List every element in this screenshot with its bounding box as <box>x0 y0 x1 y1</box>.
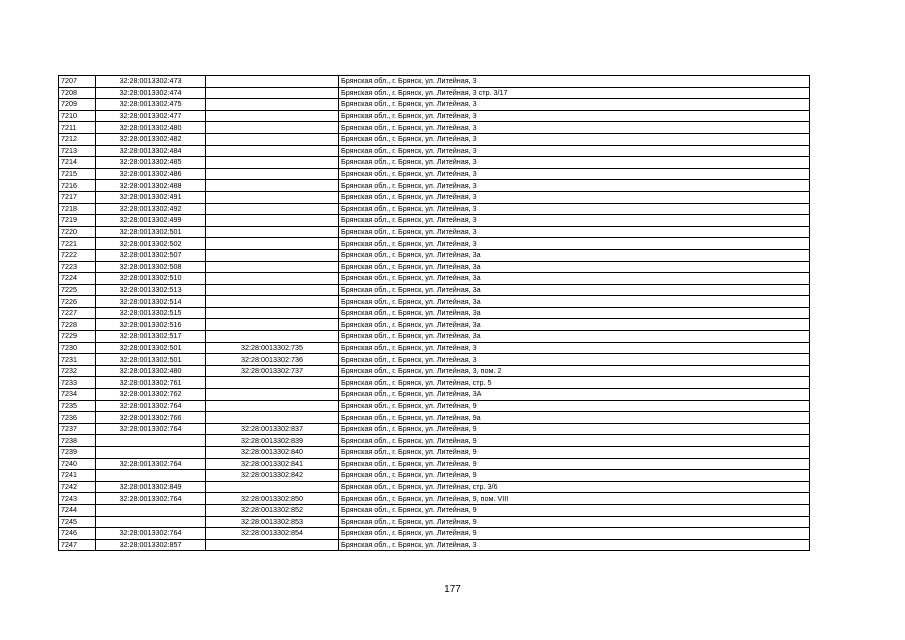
cadastral-number-cell <box>96 435 206 447</box>
address-cell: Брянская обл., г. Брянск, ул. Литейная, стр. 5 <box>339 377 810 389</box>
cadastral-number-cell: 32:28:0013302:484 <box>96 145 206 157</box>
table-row <box>59 481 810 493</box>
row-number-cell: 7243 <box>59 493 96 505</box>
address-cell: Брянская обл., г. Брянск, ул. Литейная, 3 <box>339 354 810 366</box>
row-number-cell: 7230 <box>59 342 96 354</box>
table-row <box>59 296 810 308</box>
row-number-cell: 7241 <box>59 470 96 482</box>
cadastral-number-cell: 32:28:0013302:849 <box>96 481 206 493</box>
address-cell: Брянская обл., г. Брянск, ул. Литейная, 3 <box>339 157 810 169</box>
cadastral-number-cell: 32:28:0013302:482 <box>96 133 206 145</box>
table-row <box>59 319 810 331</box>
sub-cadastral-number-cell <box>206 157 339 169</box>
table-row <box>59 493 810 505</box>
sub-cadastral-number-cell <box>206 400 339 412</box>
address-cell: Брянская обл., г. Брянск, ул. Литейная, 3а <box>339 273 810 285</box>
table-row <box>59 342 810 354</box>
row-number-cell: 7223 <box>59 261 96 273</box>
address-cell: Брянская обл., г. Брянск, ул. Литейная, 3а <box>339 331 810 343</box>
row-number-cell: 7216 <box>59 180 96 192</box>
address-cell: Брянская обл., г. Брянск, ул. Литейная, 3 <box>339 122 810 134</box>
sub-cadastral-number-cell <box>206 238 339 250</box>
sub-cadastral-number-cell: 32:28:0013302:853 <box>206 516 339 528</box>
row-number-cell: 7207 <box>59 76 96 88</box>
sub-cadastral-number-cell <box>206 273 339 285</box>
sub-cadastral-number-cell: 32:28:0013302:852 <box>206 504 339 516</box>
row-number-cell: 7231 <box>59 354 96 366</box>
address-cell: Брянская обл., г. Брянск, ул. Литейная, 3 <box>339 226 810 238</box>
cadastral-number-cell: 32:28:0013302:474 <box>96 87 206 99</box>
table-row <box>59 377 810 389</box>
cadastral-number-cell: 32:28:0013302:501 <box>96 226 206 238</box>
table-row <box>59 145 810 157</box>
sub-cadastral-number-cell: 32:28:0013302:736 <box>206 354 339 366</box>
row-number-cell: 7224 <box>59 273 96 285</box>
table-row <box>59 168 810 180</box>
sub-cadastral-number-cell <box>206 133 339 145</box>
cadastral-number-cell <box>96 516 206 528</box>
row-number-cell: 7235 <box>59 400 96 412</box>
row-number-cell: 7244 <box>59 504 96 516</box>
cadastral-number-cell: 32:28:0013302:501 <box>96 342 206 354</box>
address-cell: Брянская обл., г. Брянск, ул. Литейная, 3а <box>339 284 810 296</box>
address-cell: Брянская обл., г. Брянск, ул. Литейная, 3 <box>339 191 810 203</box>
cadastral-number-cell: 32:28:0013302:501 <box>96 354 206 366</box>
sub-cadastral-number-cell <box>206 215 339 227</box>
table-row <box>59 389 810 401</box>
table-row <box>59 539 810 551</box>
row-number-cell: 7221 <box>59 238 96 250</box>
sub-cadastral-number-cell <box>206 412 339 424</box>
address-cell: Брянская обл., г. Брянск, ул. Литейная, 9, пом. VIII <box>339 493 810 505</box>
address-cell: Брянская обл., г. Брянск, ул. Литейная, 9 <box>339 504 810 516</box>
row-number-cell: 7217 <box>59 191 96 203</box>
address-cell: Брянская обл., г. Брянск, ул. Литейная, 3А <box>339 389 810 401</box>
cadastral-number-cell: 32:28:0013302:762 <box>96 389 206 401</box>
table-row <box>59 516 810 528</box>
table-body <box>59 76 810 551</box>
row-number-cell: 7234 <box>59 389 96 401</box>
row-number-cell: 7209 <box>59 99 96 111</box>
sub-cadastral-number-cell <box>206 377 339 389</box>
table-row <box>59 307 810 319</box>
table-row <box>59 354 810 366</box>
row-number-cell: 7225 <box>59 284 96 296</box>
address-cell: Брянская обл., г. Брянск, ул. Литейная, 3 <box>339 215 810 227</box>
sub-cadastral-number-cell: 32:28:0013302:841 <box>206 458 339 470</box>
table-row <box>59 226 810 238</box>
address-cell: Брянская обл., г. Брянск, ул. Литейная, 3, пом. 2 <box>339 365 810 377</box>
table-row <box>59 191 810 203</box>
sub-cadastral-number-cell <box>206 203 339 215</box>
row-number-cell: 7237 <box>59 423 96 435</box>
table-row <box>59 87 810 99</box>
page-number: 177 <box>444 584 461 595</box>
address-cell: Брянская обл., г. Брянск, ул. Литейная, 3а <box>339 261 810 273</box>
cadastral-number-cell <box>96 504 206 516</box>
table-row <box>59 122 810 134</box>
table-row <box>59 447 810 459</box>
cadastral-number-cell <box>96 447 206 459</box>
row-number-cell: 7219 <box>59 215 96 227</box>
sub-cadastral-number-cell: 32:28:0013302:854 <box>206 528 339 540</box>
table-row <box>59 203 810 215</box>
row-number-cell: 7208 <box>59 87 96 99</box>
address-cell: Брянская обл., г. Брянск, ул. Литейная, 9 <box>339 435 810 447</box>
row-number-cell: 7213 <box>59 145 96 157</box>
row-number-cell: 7229 <box>59 331 96 343</box>
address-cell: Брянская обл., г. Брянск, ул. Литейная, 3 <box>339 99 810 111</box>
table-row <box>59 365 810 377</box>
sub-cadastral-number-cell: 32:28:0013302:839 <box>206 435 339 447</box>
row-number-cell: 7247 <box>59 539 96 551</box>
row-number-cell: 7238 <box>59 435 96 447</box>
cadastral-number-cell <box>96 470 206 482</box>
sub-cadastral-number-cell <box>206 249 339 261</box>
cadastral-number-cell: 32:28:0013302:488 <box>96 180 206 192</box>
address-cell: Брянская обл., г. Брянск, ул. Литейная, 3 <box>339 180 810 192</box>
cadastral-number-cell: 32:28:0013302:514 <box>96 296 206 308</box>
cadastral-number-cell: 32:28:0013302:761 <box>96 377 206 389</box>
sub-cadastral-number-cell <box>206 481 339 493</box>
address-cell: Брянская обл., г. Брянск, ул. Литейная, 9 <box>339 528 810 540</box>
cadastral-number-cell: 32:28:0013302:473 <box>96 76 206 88</box>
sub-cadastral-number-cell: 32:28:0013302:735 <box>206 342 339 354</box>
table-row <box>59 157 810 169</box>
cadastral-number-cell: 32:28:0013302:507 <box>96 249 206 261</box>
row-number-cell: 7222 <box>59 249 96 261</box>
address-cell: Брянская обл., г. Брянск, ул. Литейная, 9а <box>339 412 810 424</box>
table-row <box>59 423 810 435</box>
table-row <box>59 261 810 273</box>
address-cell: Брянская обл., г. Брянск, ул. Литейная, 9 <box>339 423 810 435</box>
row-number-cell: 7215 <box>59 168 96 180</box>
address-cell: Брянская обл., г. Брянск, ул. Литейная, 3 <box>339 110 810 122</box>
cadastral-number-cell: 32:28:0013302:515 <box>96 307 206 319</box>
address-cell: Брянская обл., г. Брянск, ул. Литейная, 3а <box>339 319 810 331</box>
address-cell: Брянская обл., г. Брянск, ул. Литейная, 3 <box>339 133 810 145</box>
address-cell: Брянская обл., г. Брянск, ул. Литейная, 3а <box>339 296 810 308</box>
sub-cadastral-number-cell <box>206 168 339 180</box>
sub-cadastral-number-cell: 32:28:0013302:837 <box>206 423 339 435</box>
cadastral-number-cell: 32:28:0013302:485 <box>96 157 206 169</box>
table-row <box>59 110 810 122</box>
row-number-cell: 7246 <box>59 528 96 540</box>
cadastral-number-cell: 32:28:0013302:764 <box>96 423 206 435</box>
address-cell: Брянская обл., г. Брянск, ул. Литейная, 3 <box>339 145 810 157</box>
row-number-cell: 7245 <box>59 516 96 528</box>
address-cell: Брянская обл., г. Брянск, ул. Литейная, 9 <box>339 470 810 482</box>
cadastral-number-cell: 32:28:0013302:499 <box>96 215 206 227</box>
sub-cadastral-number-cell <box>206 87 339 99</box>
table-row <box>59 133 810 145</box>
address-cell: Брянская обл., г. Брянск, ул. Литейная, 9 <box>339 447 810 459</box>
address-cell: Брянская обл., г. Брянск, ул. Литейная, 3 <box>339 76 810 88</box>
cadastral-number-cell: 32:28:0013302:486 <box>96 168 206 180</box>
sub-cadastral-number-cell: 32:28:0013302:840 <box>206 447 339 459</box>
cadastral-table <box>58 75 810 551</box>
sub-cadastral-number-cell <box>206 331 339 343</box>
sub-cadastral-number-cell <box>206 296 339 308</box>
address-cell: Брянская обл., г. Брянск, ул. Литейная, стр. 3/6 <box>339 481 810 493</box>
row-number-cell: 7210 <box>59 110 96 122</box>
table-row <box>59 412 810 424</box>
sub-cadastral-number-cell <box>206 180 339 192</box>
row-number-cell: 7211 <box>59 122 96 134</box>
table-row <box>59 504 810 516</box>
cadastral-number-cell: 32:28:0013302:764 <box>96 400 206 412</box>
table-row <box>59 273 810 285</box>
row-number-cell: 7232 <box>59 365 96 377</box>
cadastral-number-cell: 32:28:0013302:475 <box>96 99 206 111</box>
sub-cadastral-number-cell <box>206 226 339 238</box>
sub-cadastral-number-cell <box>206 389 339 401</box>
address-cell: Брянская обл., г. Брянск, ул. Литейная, 3 стр. 3/17 <box>339 87 810 99</box>
table-row <box>59 99 810 111</box>
table-row <box>59 284 810 296</box>
cadastral-number-cell: 32:28:0013302:764 <box>96 528 206 540</box>
table-row <box>59 458 810 470</box>
cadastral-number-cell: 32:28:0013302:492 <box>96 203 206 215</box>
cadastral-number-cell: 32:28:0013302:491 <box>96 191 206 203</box>
cadastral-number-cell: 32:28:0013302:764 <box>96 458 206 470</box>
table-row <box>59 238 810 250</box>
address-cell: Брянская обл., г. Брянск, ул. Литейная, 3 <box>339 238 810 250</box>
sub-cadastral-number-cell <box>206 99 339 111</box>
table-row <box>59 180 810 192</box>
cadastral-number-cell: 32:28:0013302:510 <box>96 273 206 285</box>
row-number-cell: 7228 <box>59 319 96 331</box>
row-number-cell: 7239 <box>59 447 96 459</box>
cadastral-number-cell: 32:28:0013302:480 <box>96 365 206 377</box>
sub-cadastral-number-cell <box>206 122 339 134</box>
cadastral-number-cell: 32:28:0013302:480 <box>96 122 206 134</box>
table-row <box>59 528 810 540</box>
table-row <box>59 470 810 482</box>
sub-cadastral-number-cell: 32:28:0013302:850 <box>206 493 339 505</box>
row-number-cell: 7218 <box>59 203 96 215</box>
cadastral-number-cell: 32:28:0013302:516 <box>96 319 206 331</box>
row-number-cell: 7242 <box>59 481 96 493</box>
sub-cadastral-number-cell <box>206 76 339 88</box>
table-row <box>59 400 810 412</box>
sub-cadastral-number-cell <box>206 319 339 331</box>
address-cell: Брянская обл., г. Брянск, ул. Литейная, 3 <box>339 203 810 215</box>
address-cell: Брянская обл., г. Брянск, ул. Литейная, 9 <box>339 516 810 528</box>
cadastral-number-cell: 32:28:0013302:477 <box>96 110 206 122</box>
sub-cadastral-number-cell: 32:28:0013302:737 <box>206 365 339 377</box>
sub-cadastral-number-cell: 32:28:0013302:842 <box>206 470 339 482</box>
sub-cadastral-number-cell <box>206 261 339 273</box>
cadastral-number-cell: 32:28:0013302:508 <box>96 261 206 273</box>
table-row <box>59 435 810 447</box>
sub-cadastral-number-cell <box>206 284 339 296</box>
address-cell: Брянская обл., г. Брянск, ул. Литейная, 3а <box>339 307 810 319</box>
row-number-cell: 7212 <box>59 133 96 145</box>
cadastral-number-cell: 32:28:0013302:764 <box>96 493 206 505</box>
row-number-cell: 7233 <box>59 377 96 389</box>
table-row <box>59 331 810 343</box>
address-cell: Брянская обл., г. Брянск, ул. Литейная, 3 <box>339 168 810 180</box>
cadastral-number-cell: 32:28:0013302:513 <box>96 284 206 296</box>
cadastral-number-cell: 32:28:0013302:502 <box>96 238 206 250</box>
table-row <box>59 249 810 261</box>
cadastral-number-cell: 32:28:0013302:517 <box>96 331 206 343</box>
sub-cadastral-number-cell <box>206 307 339 319</box>
sub-cadastral-number-cell <box>206 110 339 122</box>
sub-cadastral-number-cell <box>206 539 339 551</box>
address-cell: Брянская обл., г. Брянск, ул. Литейная, 3 <box>339 539 810 551</box>
address-cell: Брянская обл., г. Брянск, ул. Литейная, 9 <box>339 400 810 412</box>
row-number-cell: 7220 <box>59 226 96 238</box>
row-number-cell: 7240 <box>59 458 96 470</box>
sub-cadastral-number-cell <box>206 191 339 203</box>
cadastral-number-cell: 32:28:0013302:857 <box>96 539 206 551</box>
table-row <box>59 215 810 227</box>
address-cell: Брянская обл., г. Брянск, ул. Литейная, 3 <box>339 342 810 354</box>
cadastral-number-cell: 32:28:0013302:766 <box>96 412 206 424</box>
address-cell: Брянская обл., г. Брянск, ул. Литейная, 3а <box>339 249 810 261</box>
address-cell: Брянская обл., г. Брянск, ул. Литейная, 9 <box>339 458 810 470</box>
table-row <box>59 76 810 88</box>
row-number-cell: 7226 <box>59 296 96 308</box>
row-number-cell: 7227 <box>59 307 96 319</box>
row-number-cell: 7236 <box>59 412 96 424</box>
sub-cadastral-number-cell <box>206 145 339 157</box>
row-number-cell: 7214 <box>59 157 96 169</box>
